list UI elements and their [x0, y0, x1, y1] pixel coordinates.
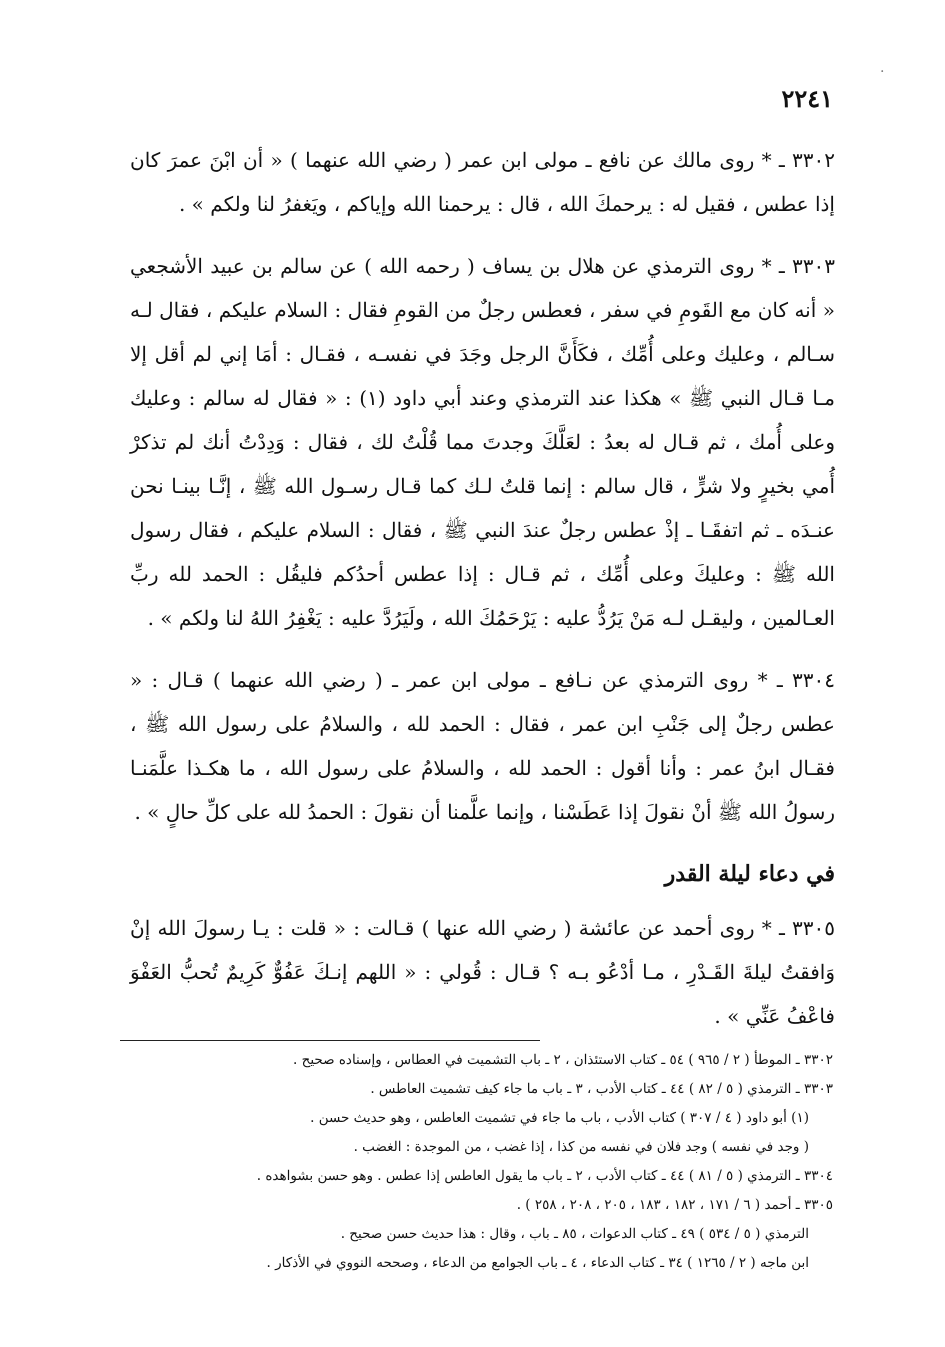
footnote-3305-ibn-majah: ابن ماجه ( ٢ / ١٢٦٥ ) ٣٤ ـ كتاب الدعاء ، ٤ ـ باب الجوامع من الدعاء ، وصححه النووي في الأذكار .	[266, 1255, 809, 1271]
footnote-3302: ٣٣٠٢ ـ الموطأ ( ٢ / ٩٦٥ ) ٥٤ ـ كتاب الاستئذان ، ٢ ـ باب التشميت في العطاس ، وإسناده صحيح .	[293, 1052, 833, 1068]
page-number: ٢٢٤١	[781, 84, 833, 113]
footnote-3305-tirmidhi: الترمذي ( ٥ / ٥٣٤ ) ٤٩ ـ كتاب الدعوات ، ٨٥ ـ باب ، وقال : هذا حديث حسن صحيح .	[340, 1226, 809, 1242]
section-heading: في دعاء ليلة القدر	[664, 861, 835, 887]
footnote-3303: ٣٣٠٣ ـ الترمذي ( ٥ / ٨٢ ) ٤٤ ـ كتاب الأدب ، ٣ ـ باب ما جاء كيف تشميت العاطس .	[370, 1081, 833, 1097]
corner-mark: .	[880, 60, 885, 76]
hadith-3303: ٣٣٠٣ ـ * روى الترمذي عن هلال بن يساف ( رحمه الله ) عن سالم بن عبيد الأشجعي « أنه كان مع القَومِ في سفر ، فعطس رجلٌ من القومِ فقال : السلام عليكم ، فقال لـه سـالم ، وعليك وعلى أُمِّك ، فكَأَنَّ الرجل وجَدَ في نفسـه ، فقـال : أمَا إني لم أقل إلا مـا قـال النبي ﷺ » هكذا عند الترمذي وعند أبي داود (١) : « فقال له سالم : وعليك وعلى أُمك ، ثم قـال له بعدُ : لعَلَّكَ وجدتَ مما قُلْتُ لك ، فقال : وَدِدْتُ أنك لم تذكرْ أُمي بخيرٍ ولا شرٍّ ، قال سالم : إنما قلتُ لـك كما قـال رسـول الله ﷺ ، إنَّـا بينـا نحن عنـدَه ـ ثم اتفقَـا ـ إذْ عطس رجلٌ عندَ النبي ﷺ ، فقال : السلام عليكم ، فقال رسول الله ﷺ : وعليكَ وعلى أُمِّك ، ثم قـال : إذا عطس أحدُكم فليقُل : الحمد لله ربِّ العـالمين ، وليقـل لـه مَنْ يَرُدُّ عليه : يَرْحَمُكَ الله ، ولَيَرُدَّ عليه : يَغْفِرُ اللهُ لنا ولكم » .	[130, 254, 835, 630]
footnote-1: (١) أبو داود ( ٤ / ٣٠٧ ) كتاب الأدب ، باب ما جاء في تشميت العاطس ، وهو حديث حسن .	[310, 1110, 809, 1126]
hadith-3304: ٣٣٠٤ ـ * روى الترمذي عن نـافع ـ مولى ابن عمر ـ ( رضي الله عنهما ) قـال : « عطس رجلٌ إلى جَنْبِ ابن عمر ، فقال : الحمد لله ، والسلامُ على رسول الله ﷺ ، فقـال ابنُ عمر : وأنا أقول : الحمد لله ، والسلامُ على رسول الله ، ما هكـذا علَّمَنـا رسولُ الله ﷺ أنْ نقولَ إذا عَطَسْنا ، وإنما علَّمنا أن نقولَ : الحمدُ لله على كلِّ حالٍ » .	[130, 668, 835, 824]
footnote-3305: ٣٣٠٥ ـ أحمد ( ٦ / ١٧١ ، ١٨٢ ، ١٨٣ ، ٢٠٥ ، ٢٠٨ ، ٢٥٨ ) .	[516, 1197, 833, 1213]
footnote-glossary: ( وجد في نفسه ) وجد فلان في نفسه من كذا ، إذا غضب ، من الموجدة : الغضب .	[353, 1139, 809, 1155]
hadith-3302: ٣٣٠٢ ـ * روى مالك عن نافع ـ مولى ابن عمر ( رضي الله عنهما ) « أن ابْنَ عمرَ كان إذا عطس ، فقيل له : يرحمكَ الله ، قال : يرحمنا الله وإياكم ، ويَغفرُ لنا ولكم » .	[130, 148, 835, 216]
footnote-divider	[120, 1040, 540, 1041]
footnotes	[120, 1046, 833, 1278]
hadith-3305: ٣٣٠٥ ـ * روى أحمد عن عائشة ( رضي الله عنها ) قـالت : « قلت : يـا رسولَ الله إنْ وَافقتُ ليلةَ القَـدْرِ ، مـا أدْعُو بـه ؟ قـال : قُولي : « اللهم إنـكَ عَفُوٌّ كَرِيمٌ تُحبُّ العَفْوَ فاعْفُ عَنِّي » .	[130, 916, 835, 1028]
main-text	[130, 138, 835, 1056]
footnote-3304: ٣٣٠٤ ـ الترمذي ( ٥ / ٨١ ) ٤٤ ـ كتاب الأدب ، ٢ ـ باب ما يقول العاطس إذا عطس . وهو حسن بشواهده .	[256, 1168, 833, 1184]
